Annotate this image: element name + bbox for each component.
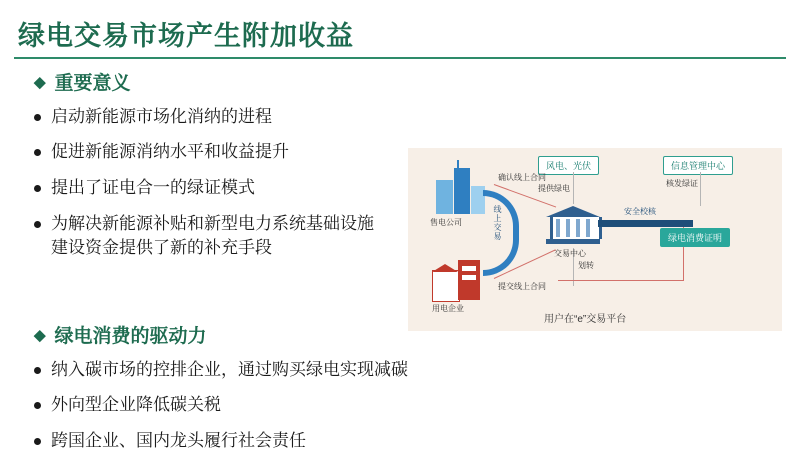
- list-item: [34, 140, 381, 165]
- dot-bullet-icon: [34, 185, 41, 192]
- page-title: 绿电交易市场产生附加收益: [18, 21, 354, 51]
- edge-safety-check: 安全校核: [624, 207, 656, 216]
- user-company-label: 用电企业: [432, 304, 464, 313]
- bullet-list-driver: [34, 358, 408, 454]
- connector-info-to-cert: [700, 172, 701, 206]
- section-driver: [34, 325, 408, 454]
- dot-bullet-icon: [34, 367, 41, 374]
- trade-center-label: 交易中心: [554, 249, 586, 258]
- list-item-label: 启动新能源市场化消纳的进程: [51, 106, 272, 126]
- green-cert-chip: 绿电消费证明: [660, 228, 730, 247]
- section-heading-importance: [34, 72, 381, 96]
- list-item-label: 纳入碳市场的控排企业，通过购买绿电实现减碳: [51, 359, 408, 379]
- trade-center-icon: [546, 206, 600, 246]
- list-item-label: 提出了证电合一的绿证模式: [51, 178, 255, 198]
- list-item: [34, 358, 408, 383]
- list-item-label: 外向型企业降低碳关税: [51, 395, 221, 415]
- dot-bullet-icon: [34, 402, 41, 409]
- node-wind-solar: 风电、光伏: [538, 156, 599, 175]
- connector-wind-to-center: [573, 172, 574, 204]
- edge-submit-contract: 提交线上合同: [498, 282, 546, 291]
- section-heading-label: 绿电消费的驱动力: [54, 326, 207, 347]
- diamond-bullet-icon: ◆: [34, 327, 46, 344]
- list-item-label: 促进新能源消纳水平和收益提升: [51, 142, 289, 162]
- power-company-icon: [430, 164, 488, 214]
- bullet-list-importance: [34, 105, 381, 261]
- section-importance: [34, 72, 381, 261]
- list-item-label: 为解决新能源补贴和新型电力系统基础设施建设资金提供了新的补充手段: [51, 213, 374, 258]
- edge-transfer: 划转: [578, 261, 594, 270]
- online-trading-label: 线上交易: [493, 205, 502, 241]
- list-item: [34, 176, 381, 201]
- user-company-icon: [432, 260, 486, 300]
- diagram-caption: 用户在“e”交易平台: [544, 314, 627, 325]
- diamond-bullet-icon: ◆: [34, 74, 46, 91]
- node-info-center: 信息管理中心: [663, 156, 733, 175]
- section-heading-label: 重要意义: [54, 73, 131, 94]
- edge-confirm-contract: 确认线上合同: [498, 173, 546, 182]
- trading-platform-diagram: [408, 148, 782, 331]
- list-item: [34, 212, 381, 261]
- edge-provide-green: 提供绿电: [538, 184, 570, 193]
- edge-issue-cert: 核发绿证: [666, 179, 698, 188]
- dot-bullet-icon: [34, 149, 41, 156]
- list-item: [34, 105, 381, 130]
- dot-bullet-icon: [34, 221, 41, 228]
- list-item: [34, 393, 408, 418]
- dot-bullet-icon: [34, 114, 41, 121]
- title-divider: [14, 57, 786, 59]
- safety-check-bar: [598, 220, 693, 227]
- dot-bullet-icon: [34, 438, 41, 445]
- section-heading-driver: [34, 325, 408, 349]
- list-item-label: 跨国企业、国内龙头履行社会责任: [51, 431, 306, 451]
- arrow-cert-to-user: [558, 280, 683, 281]
- power-company-label: 售电公司: [430, 218, 462, 227]
